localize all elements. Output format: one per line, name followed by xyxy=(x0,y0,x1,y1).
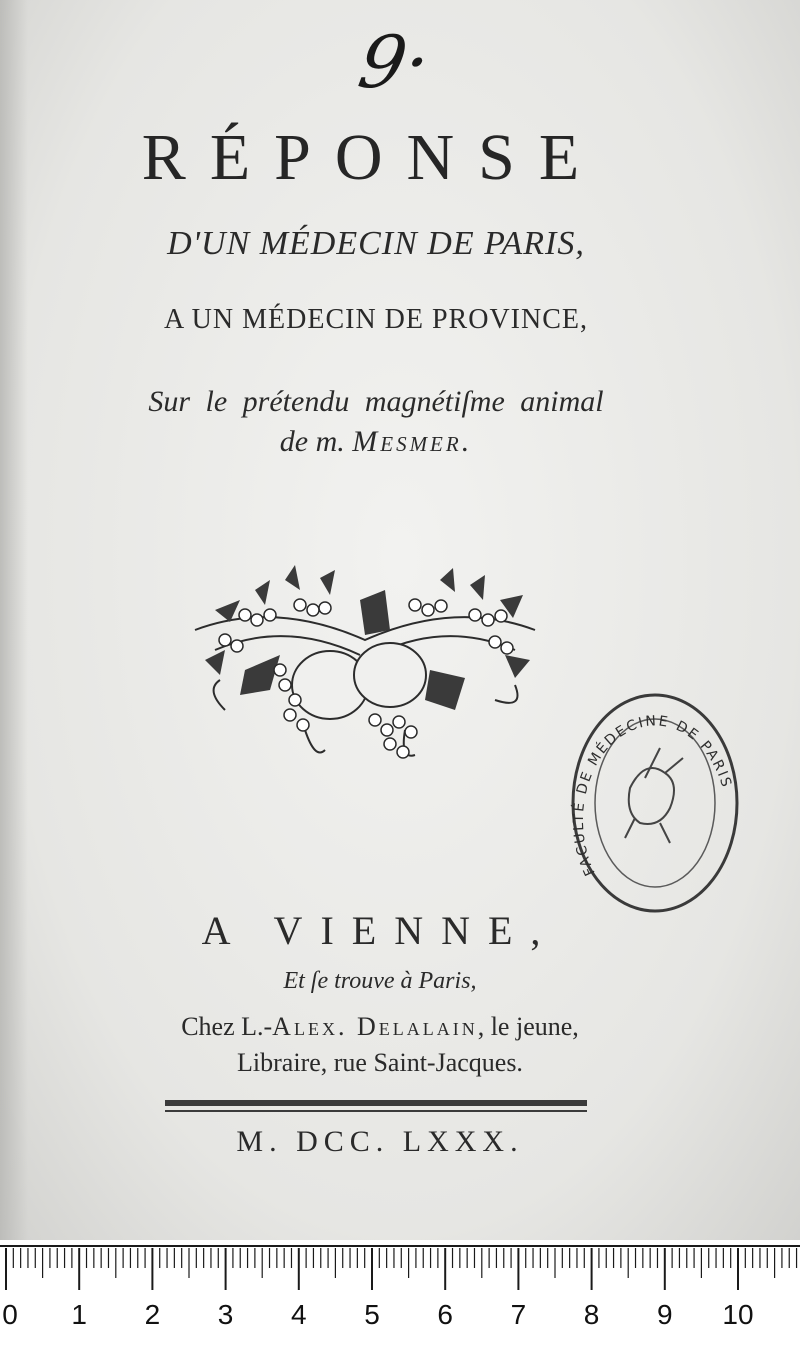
library-stamp-icon xyxy=(565,688,745,918)
divider-thick xyxy=(165,1100,587,1106)
subtitle-line-4 xyxy=(0,422,752,462)
imprint-date: M. DCC. LXXX. xyxy=(236,1125,524,1158)
ruler-label: 2 xyxy=(144,1299,161,1330)
fruit-ornament-icon xyxy=(185,560,545,770)
ruler-label: 5 xyxy=(364,1299,380,1330)
subtitle-line-2: A UN MÉDECIN DE PROVINCE, xyxy=(164,304,588,335)
ruler-labels xyxy=(2,1299,753,1330)
ruler-label: 8 xyxy=(583,1299,600,1330)
page-title: RÉPONSE xyxy=(141,121,604,194)
author-name: Mesmer. xyxy=(352,425,473,458)
ruler-label: 9 xyxy=(657,1299,673,1330)
subtitle-line-3: Sur le prétendu magnétiſme animal xyxy=(148,385,604,418)
publisher-line-2: Libraire, rue Saint-Jacques. xyxy=(237,1048,523,1077)
ruler-label: 0 xyxy=(2,1299,18,1330)
handwritten-folio-number: 9· xyxy=(352,20,437,104)
ruler-label: 1 xyxy=(71,1299,87,1330)
ruler-label: 6 xyxy=(437,1299,453,1330)
publisher-name: Alex. Delalain xyxy=(272,1012,478,1041)
sold-at-line: Et ſe trouve à Paris, xyxy=(283,968,477,994)
publisher-suffix: , le jeune, xyxy=(477,1012,579,1041)
stamp-text: FACULTÉ DE MÉDECINE DE PARIS xyxy=(570,713,735,879)
divider-thin xyxy=(165,1110,587,1112)
publisher-line-1 xyxy=(0,1010,760,1044)
ruler-label: 10 xyxy=(722,1299,754,1330)
ruler-label: 3 xyxy=(217,1299,234,1330)
imprint-place: A VIENNE, xyxy=(201,908,559,953)
subtitle-line-4-prefix: de m. xyxy=(279,425,353,458)
subtitle-line-1: D'UN MÉDECIN DE PARIS, xyxy=(167,225,585,262)
measuring-ruler xyxy=(0,1240,800,1353)
ruler-ticks xyxy=(6,1248,797,1290)
ruler-label: 7 xyxy=(510,1299,527,1330)
publisher-prefix: Chez L.- xyxy=(181,1012,273,1041)
ruler-label: 4 xyxy=(291,1299,307,1330)
